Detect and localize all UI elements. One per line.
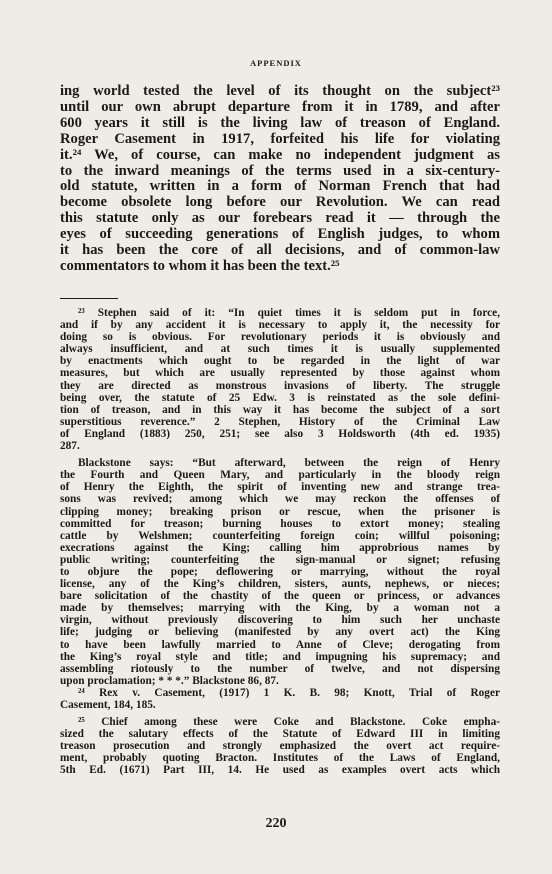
footnote-line: treason prosecution and strongly emphasized the overt act require- [60,740,500,753]
footnote-line: Blackstone says: “But afterward, between the reign of Henry [78,457,500,470]
footnote-line: clipping money; breaking prison or rescue, when the prisoner is [60,505,500,518]
body-line: it.²⁴ We, of course, can make no independent judgment as [60,146,500,163]
footnote-line: committed for treason; burning houses to extort money; stealing [60,517,500,530]
footnote-line: bare solicitation of the chastity of the queen or princess, or advances [60,590,500,603]
footnote-line: to have been lawfully married to Anne of Cleve; derogating from [60,638,500,651]
footnote-line: cattle by Welshmen; counterfeiting foreign coin; willful poisoning; [60,529,500,542]
footnote-line: upon proclamation; * * *.” Blackstone 86, 87. [60,674,279,687]
footnote-line: execrations against the King; calling him approbrious names by [60,541,500,554]
footnote-line: the King’s royal style and title; and impugning his supremacy; and [60,650,500,663]
footnote-line: Casement, 184, 185. [60,699,156,711]
running-head: APPENDIX [250,58,302,68]
footnote-line: 5th Ed. (1671) Part III, 14. He used as examples overt acts which [60,764,500,777]
footnote-line: to objure the pope; deflowering or marrying, without the royal [60,565,500,578]
footnote-line: sized the salutary effects of the Statute of Edward III in limiting [60,728,500,741]
footnote-line: superstitious reverence.” 2 Stephen, History of the Criminal Law [60,415,500,428]
footnote-line: measures, but which are usually represented by those against whom [60,367,500,380]
footnote-24 [60,687,500,711]
footnote-line: life; judging or believing (manifested by any overt act) the King [60,626,500,639]
footnote-line: they are directed as monstrous invasions of liberty. The struggle [60,379,500,392]
footnote-line: ²⁵ Chief among these were Coke and Blackstone. Coke empha- [78,716,500,729]
body-line: eyes of succeeding generations of English judges, to whom [60,226,500,243]
footnote-line: tion of treason, and in this way it has become the subject of a sort [60,403,500,416]
footnotes [60,307,500,777]
footnote-line: doing so is obvious. For revolutionary periods it is obviously and [60,331,500,344]
page-number: 220 [265,816,287,831]
footnote-line: virgin, without previously discovering to him such her unchaste [60,614,500,627]
footnote-line: and if by any accident it is necessary to apply it, the necessity for [60,319,500,332]
footnote-line: 287. [60,440,80,453]
body-line: 600 years it still is the living law of treason of England. [60,114,500,131]
body-line: to the inward meanings of the terms used in a six-century- [60,162,500,179]
body-line: commentators to whom it has been the text.²⁵ [60,257,340,274]
footnote-line: public writing; counterfeiting the sign-manual or signet; refusing [60,553,500,566]
footnote-line: always insufficient, and at such times it is usually supplemented [60,343,500,356]
body-line: old statute, written in a form of Norman French that had [60,178,500,195]
footnote-line: the Fourth and Queen Mary, and particularly in the bloody reign [60,469,500,482]
footnote-line: of England (1883) 250, 251; see also 3 Holdsworth (4th ed. 1935) [60,427,500,440]
footnote-line: assembling riotously to the number of twelve, and not dispersing [60,662,500,675]
body-line: become obsolete long before our Revolution. We can read [60,194,500,211]
body-line: Roger Casement in 1917, forfeited his life for violating [60,130,500,147]
body-paragraph [60,84,500,275]
footnote-line: ²³ Stephen said of it: “In quiet times it is seldom put in force, [78,307,500,319]
footnote-rule [60,298,118,299]
footnote-line: made by themselves; marrying with the King, by a woman not a [60,602,500,615]
footnote-line: license, any of the King’s children, sisters, aunts, nephews, or nieces; [60,578,500,591]
body-line: ing world tested the level of its thought on the subject²³ [60,83,500,99]
footnote-23-blackstone [60,457,500,687]
footnote-23 [60,307,500,452]
footnote-line: ²⁴ Rex v. Casement, (1917) 1 K. B. 98; Knott, Trial of Roger [78,686,500,699]
body-line: until our own abrupt departure from it in 1789, and after [60,98,500,115]
footnote-line: sons was revived; among which we may reckon the offenses of [60,493,500,506]
footnote-line: of Henry the Eighth, the spirit of inventing new and strange trea- [60,481,500,494]
body-line: it has been the core of all decisions, and of common-law [60,242,500,259]
footnote-line: being over, the statute of 25 Edw. 3 is reinstated as the sole defini- [60,391,500,404]
footnote-line: ment, probably quoting Bracton. Institutes of the Laws of England, [60,752,500,765]
footnote-line: by enactments which ought to be regarded in the light of war [60,355,500,368]
body-line: this statute only as our forebears read it — through the [60,210,500,227]
footnote-25 [60,716,500,776]
